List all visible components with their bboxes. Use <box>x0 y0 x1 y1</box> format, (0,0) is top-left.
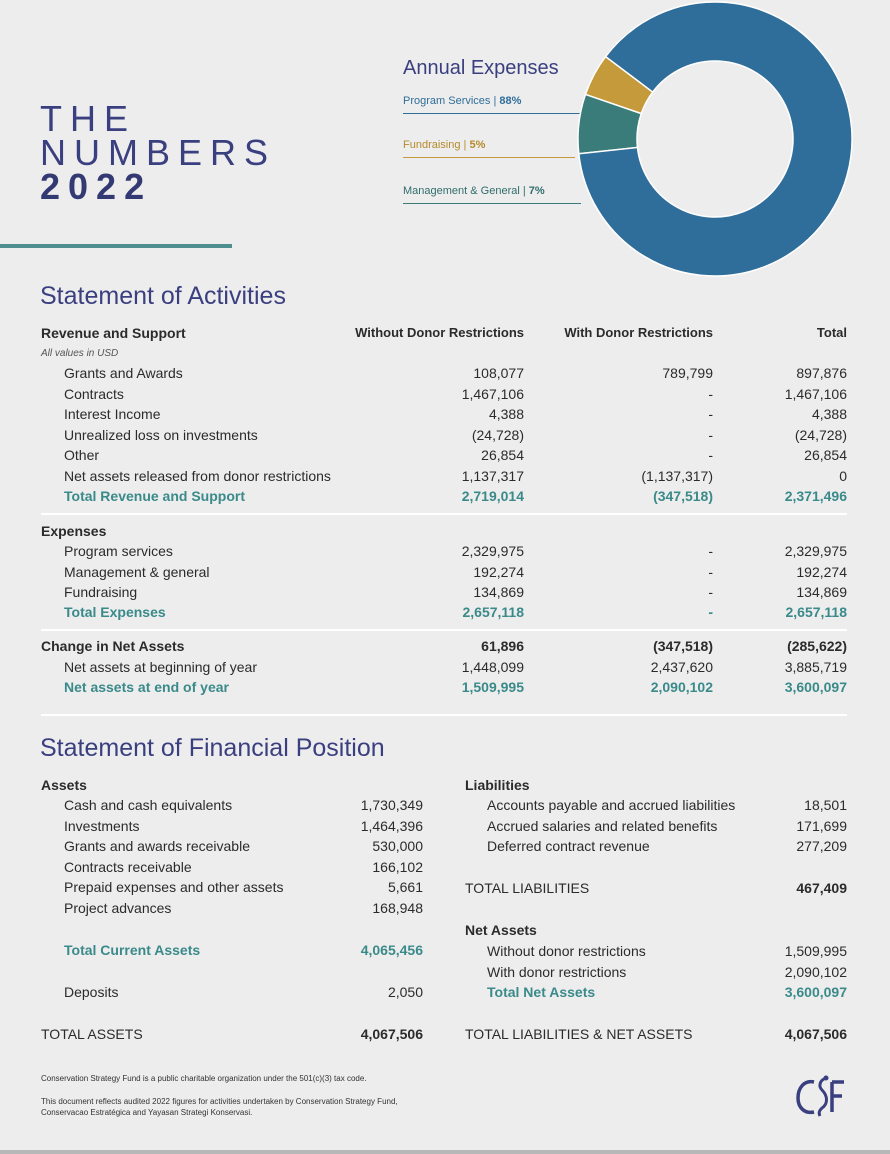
total-current-assets-value: 4,065,456 <box>360 942 423 958</box>
line-item-value: 1,509,995 <box>784 943 847 959</box>
total-assets-value: 4,067,506 <box>360 1026 423 1042</box>
accent-bar <box>0 244 232 248</box>
legend-management-general: Management & General | 7% <box>403 185 545 197</box>
net-assets-header: Net Assets <box>465 922 537 938</box>
divider <box>41 629 847 631</box>
cell-c1: (24,728) <box>471 426 524 443</box>
line-item-label: With donor restrictions <box>487 963 627 980</box>
line-item-value: 166,102 <box>372 858 423 875</box>
cell-c2: - <box>708 385 713 402</box>
annual-expenses-title: Annual Expenses <box>403 57 559 79</box>
line-item-label: Grants and awards receivable <box>64 838 250 854</box>
cell-c3: 134,869 <box>796 584 847 600</box>
total-expenses-row: Total Expenses 2,657,118 - 2,657,118 <box>64 604 847 620</box>
legend-leader-line <box>403 203 581 204</box>
table-row <box>0 384 890 404</box>
line-item-value: 18,501 <box>804 797 847 813</box>
cell-c1: 26,854 <box>481 447 524 463</box>
cell-c2: - <box>708 406 713 422</box>
cell-c2: - <box>708 543 713 559</box>
cell-c1: 108,077 <box>473 365 524 381</box>
deposits-value: 2,050 <box>387 984 423 1000</box>
row-label: Management & general <box>64 563 210 580</box>
row-label: Net assets released from donor restrictions <box>64 467 331 484</box>
row-label: Other <box>64 447 100 463</box>
col-total: Total <box>816 325 847 340</box>
cell-c3: 897,876 <box>796 365 847 381</box>
line-item-value: 171,699 <box>796 817 847 834</box>
total-liabilities-net-assets-value: 4,067,506 <box>784 1026 847 1042</box>
net-assets-beginning-row: Net assets at beginning of year 1,448,099 2,437,620 3,885,719 <box>64 659 847 675</box>
cell-c1: 2,329,975 <box>461 543 524 559</box>
line-item-label: Deferred contract revenue <box>487 838 650 854</box>
cell-c2: - <box>708 563 713 580</box>
cell-c3: 2,329,975 <box>784 543 847 559</box>
revenue-header: Revenue and Support <box>41 325 186 341</box>
legend-leader-line <box>403 157 575 158</box>
total-liabilities-net-assets-label: TOTAL LIABILITIES & NET ASSETS <box>465 1026 693 1042</box>
row-label: Unrealized loss on investments <box>64 426 258 443</box>
table-row <box>0 404 890 424</box>
divider <box>41 714 847 716</box>
table-row <box>0 541 890 561</box>
row-label: Contracts <box>64 385 124 402</box>
line-item-label: Investments <box>64 817 140 834</box>
activities-header-row <box>0 323 890 343</box>
cell-c3: 26,854 <box>804 447 847 463</box>
cell-c2: - <box>708 426 713 443</box>
line-item-value: 2,090,102 <box>784 963 847 980</box>
line-item-value: 277,209 <box>796 838 847 854</box>
table-row <box>0 363 890 383</box>
col-without-donor: Without Donor Restrictions <box>355 325 524 340</box>
cell-c2: - <box>708 584 713 600</box>
total-current-assets-label: Total Current Assets <box>64 942 201 958</box>
financial-position-title: Statement of Financial Position <box>40 734 385 762</box>
row-label: Program services <box>64 543 173 559</box>
expenses-header: Expenses <box>41 523 107 539</box>
expenses-donut-chart <box>560 0 890 300</box>
legend-leader-line <box>403 113 581 114</box>
bottom-border <box>0 1150 890 1154</box>
cell-c2: (1,137,317) <box>641 467 713 484</box>
line-item-label: Project advances <box>64 899 172 916</box>
cell-c1: 192,274 <box>473 563 524 580</box>
line-item-value: 168,948 <box>372 899 423 916</box>
table-row <box>0 466 890 486</box>
row-label: Grants and Awards <box>64 365 183 381</box>
cell-c1: 4,388 <box>488 406 524 422</box>
line-item-value: 1,464,396 <box>360 817 423 834</box>
activities-title: Statement of Activities <box>40 282 286 310</box>
cell-c3: 192,274 <box>796 563 847 580</box>
legend-program-services: Program Services | 88% <box>403 95 522 107</box>
cell-c3: 4,388 <box>811 406 847 422</box>
net-assets-end-row: Net assets at end of year 1,509,995 2,090,102 3,600,097 <box>64 679 847 695</box>
cell-c2: - <box>708 447 713 463</box>
table-row <box>0 562 890 582</box>
total-liabilities-value: 467,409 <box>796 880 847 896</box>
cell-c3: (24,728) <box>794 426 847 443</box>
line-item-value: 1,730,349 <box>360 797 423 813</box>
liabilities-header: Liabilities <box>465 777 530 793</box>
table-row <box>0 445 890 465</box>
change-net-assets-row: Change in Net Assets 61,896 (347,518) (285,622) <box>41 638 847 654</box>
cell-c1: 1,467,106 <box>461 385 524 402</box>
total-revenue-row: Total Revenue and Support 2,719,014 (347,518) 2,371,496 <box>64 488 847 504</box>
footnote-tax-status: Conservation Strategy Fund is a public charitable organization under the 501(c)(3) tax code. <box>41 1074 367 1083</box>
total-net-assets-value: 3,600,097 <box>784 984 847 1000</box>
donut-slices <box>578 2 852 276</box>
table-row <box>0 425 890 445</box>
line-item-value: 5,661 <box>387 879 423 895</box>
csf-logo <box>792 1070 852 1122</box>
line-item-value: 530,000 <box>372 838 423 854</box>
legend-fundraising: Fundraising | 5% <box>403 139 486 151</box>
line-item-label: Contracts receivable <box>64 858 192 875</box>
cell-c1: 1,137,317 <box>461 467 524 484</box>
line-item-label: Cash and cash equivalents <box>64 797 233 813</box>
title-line-2: NUMBERS <box>40 132 277 173</box>
title-year: 2022 <box>40 166 153 207</box>
total-liabilities-label: TOTAL LIABILITIES <box>465 880 590 896</box>
line-item-label: Accrued salaries and related benefits <box>487 817 718 834</box>
cell-c3: 0 <box>839 467 847 484</box>
total-net-assets-label: Total Net Assets <box>487 984 596 1000</box>
divider <box>41 513 847 515</box>
cell-c3: 1,467,106 <box>784 385 847 402</box>
row-label: Interest Income <box>64 406 161 422</box>
assets-header: Assets <box>41 777 87 793</box>
line-item-label: Without donor restrictions <box>487 943 646 959</box>
line-item-label: Prepaid expenses and other assets <box>64 879 284 895</box>
csf-logo-icon <box>792 1070 852 1122</box>
line-item-label: Accounts payable and accrued liabilities <box>487 797 736 813</box>
total-assets-label: TOTAL ASSETS <box>41 1026 143 1042</box>
deposits-label: Deposits <box>64 984 119 1000</box>
footnote-audit: This document reflects audited 2022 figures for activities undertaken by Conservation Strategy Fund, Conservacao Estratégica and Yayasan Strategi Konservasi. <box>41 1097 398 1117</box>
title-line-1: THE <box>40 98 136 139</box>
col-with-donor: With Donor Restrictions <box>564 325 713 340</box>
units-note: All values in USD <box>41 348 119 359</box>
cell-c2: 789,799 <box>662 365 713 381</box>
table-row <box>0 582 890 602</box>
row-label: Fundraising <box>64 584 138 600</box>
cell-c1: 134,869 <box>473 584 524 600</box>
